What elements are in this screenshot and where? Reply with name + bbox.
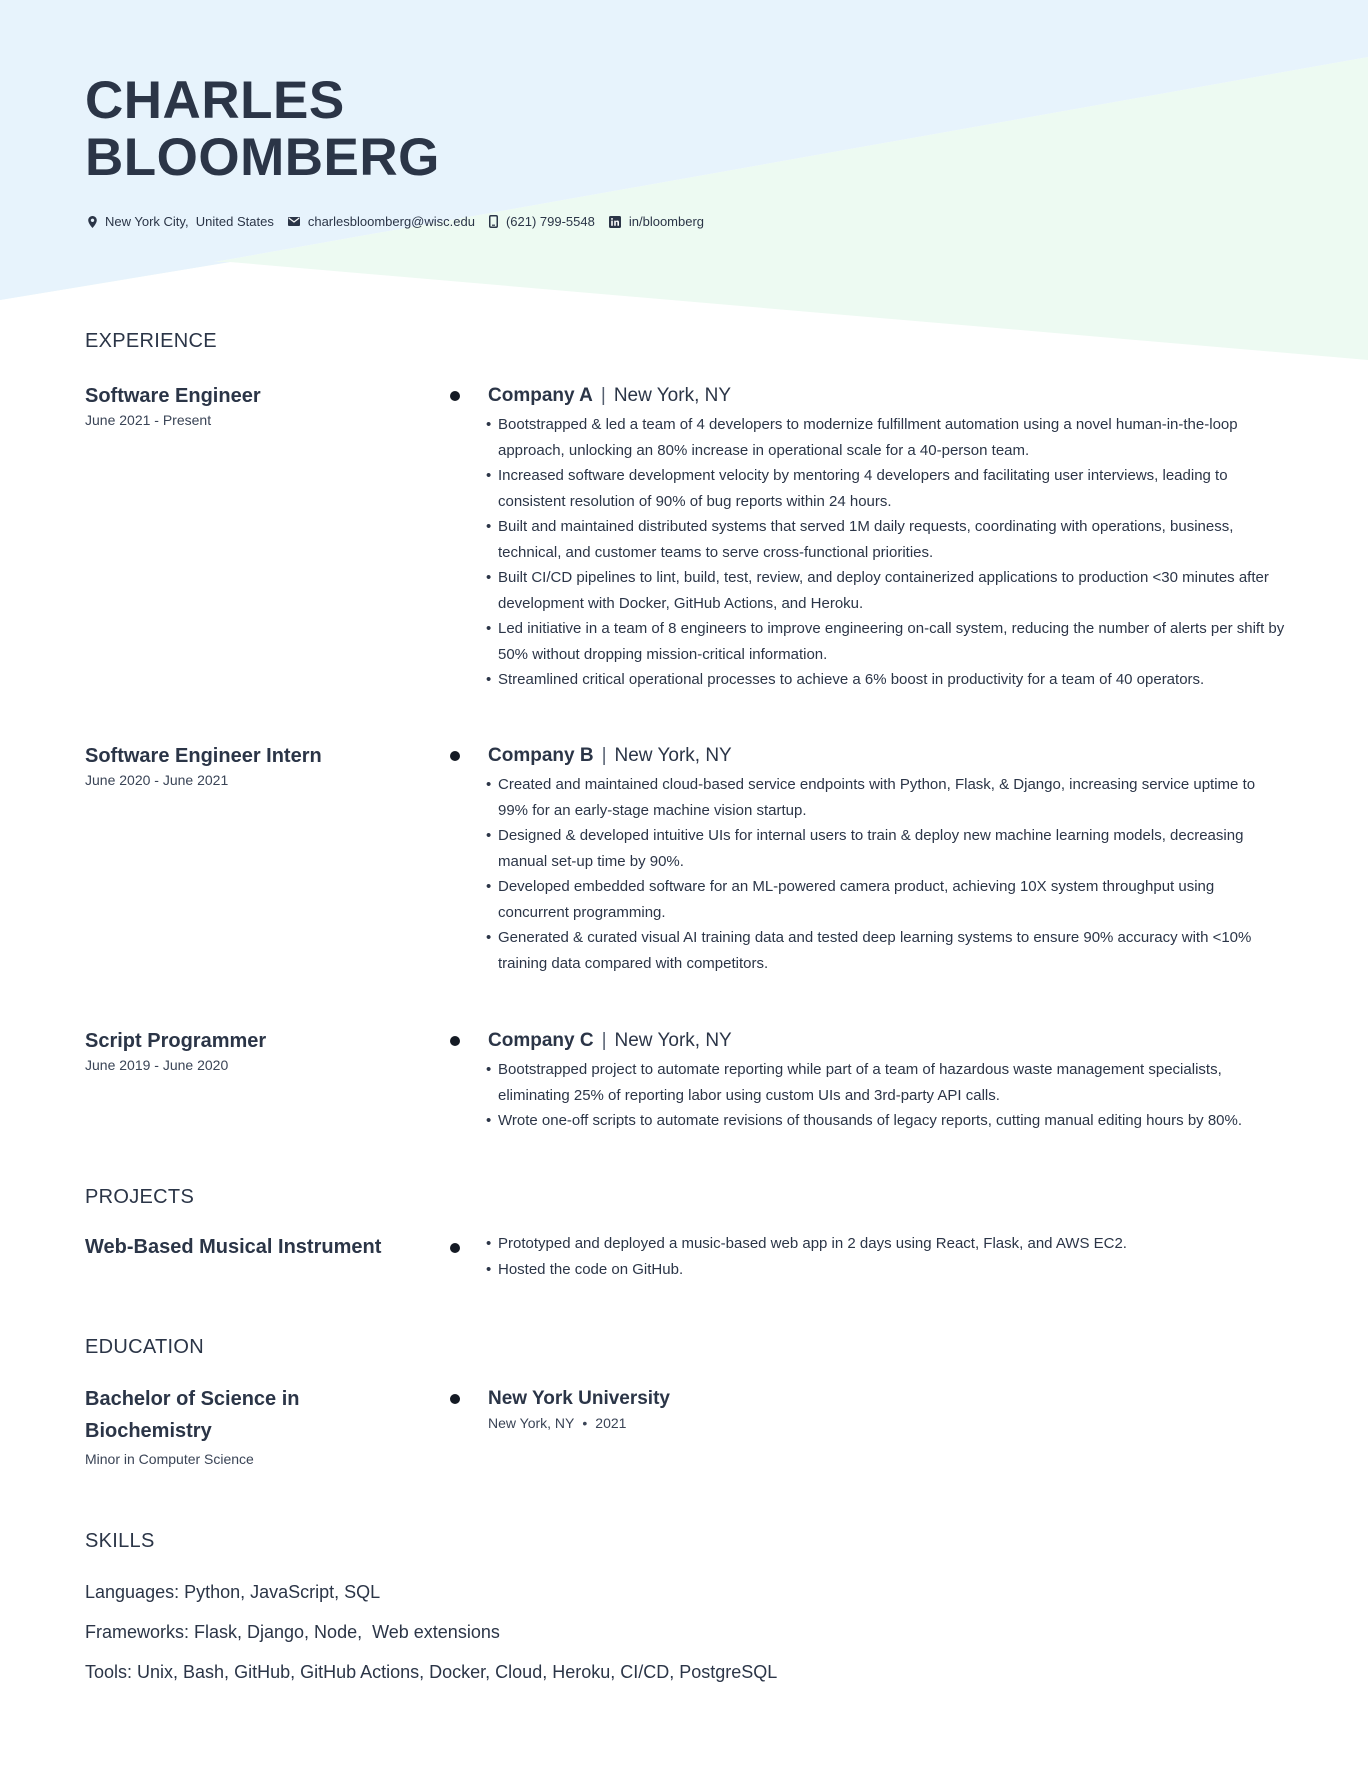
timeline-dot — [450, 1394, 460, 1404]
job-dates: June 2021 - Present — [85, 412, 212, 428]
bullet-list — [488, 412, 1288, 693]
bullet-item: • Generated & curated visual AI training data and tested deep learning systems to ensure 90% accuracy with <10% training data compared with competitors. — [488, 925, 1288, 976]
degree-minor: Minor in Computer Science — [85, 1451, 254, 1467]
job-title: Software Engineer — [85, 385, 261, 407]
job-dates: June 2020 - June 2021 — [85, 772, 229, 788]
job-title: Script Programmer — [85, 1030, 267, 1052]
bullet-list — [488, 772, 1288, 976]
skill-line: Tools: Unix, Bash, GitHub, GitHub Actions, Docker, Cloud, Heroku, CI/CD, PostgreSQL — [85, 1662, 778, 1682]
section-title-projects: PROJECTS — [85, 1186, 195, 1208]
graduation-year: 2021 — [595, 1415, 627, 1431]
experience-role — [85, 1025, 415, 1077]
linkedin-icon — [609, 216, 621, 228]
school-name: New York University — [488, 1388, 670, 1409]
bullet-item: • Bootstrapped project to automate reporting while part of a team of hazardous waste management specialists, eliminating 25% of reporting labor using custom UIs and 3rd-party API calls. — [488, 1057, 1288, 1108]
education-degree — [85, 1383, 415, 1471]
school-location: New York, NY — [488, 1415, 575, 1431]
experience-details — [488, 740, 1288, 976]
contact-phone[interactable] — [489, 214, 595, 229]
bullet-item: • Bootstrapped & led a team of 4 developers to modernize fulfillment automation using a novel human-in-the-loop approach, unlocking an 80% increase in operational scale for a 40-person team. — [488, 412, 1288, 463]
company-location: New York, NY — [614, 1030, 732, 1051]
school-meta — [488, 1411, 1288, 1435]
bullet-item: • Built and maintained distributed systems that served 1M daily requests, coordinating with operations, business, technical, and customer teams to serve cross-functional priorities. — [488, 514, 1288, 565]
bullet-item: • Built CI/CD pipelines to lint, build, test, review, and deploy containerized applications to production <30 minutes after development with Docker, GitHub Actions, and Heroku. — [488, 565, 1288, 616]
project-title: Web-Based Musical Instrument — [85, 1236, 382, 1258]
timeline-dot — [450, 1243, 460, 1253]
header-background-blue-overlap — [0, 262, 230, 300]
email-text[interactable]: charlesbloomberg@wisc.edu — [307, 214, 475, 229]
linkedin-text[interactable]: in/bloomberg — [628, 214, 705, 229]
timeline-dot — [450, 1036, 460, 1046]
company-line — [488, 740, 1288, 772]
company-separator: | — [600, 385, 606, 406]
timeline-dot — [450, 751, 460, 761]
location-text: New York City, United States — [105, 214, 274, 229]
bullet-list — [488, 1057, 1288, 1134]
bullet-item: • Developed embedded software for an ML-powered camera product, achieving 10X system throughput using concurrent programming. — [488, 874, 1288, 925]
company-name: Company B — [488, 745, 594, 766]
company-line — [488, 380, 1288, 412]
bullet-item: • Streamlined critical operational processes to achieve a 6% boost in productivity for a team of 40 operators. — [488, 667, 1288, 693]
company-separator: | — [601, 745, 607, 766]
contact-location — [88, 214, 274, 229]
company-separator: | — [601, 1030, 607, 1051]
first-name: CHARLES — [85, 71, 345, 130]
job-dates: June 2019 - June 2020 — [85, 1057, 229, 1073]
timeline-dot — [450, 391, 460, 401]
candidate-name — [85, 72, 440, 186]
company-name: Company C — [488, 1030, 594, 1051]
section-title-skills: SKILLS — [85, 1530, 155, 1552]
degree-line: Bachelor of Science in — [85, 1388, 300, 1410]
company-line — [488, 1025, 1288, 1057]
company-location: New York, NY — [613, 385, 732, 406]
skill-line: Frameworks: Flask, Django, Node, Web extensions — [85, 1622, 500, 1642]
last-name: BLOOMBERG — [85, 128, 440, 187]
contact-info — [88, 214, 718, 229]
experience-role — [85, 380, 415, 432]
bullet-item: • Increased software development velocity by mentoring 4 developers and facilitating user interviews, leading to consistent resolution of 90% of bug reports within 24 hours. — [488, 463, 1288, 514]
bullet-item: • Hosted the code on GitHub. — [488, 1257, 1288, 1283]
phone-text[interactable]: (621) 799-5548 — [505, 214, 595, 229]
bullet-list — [488, 1231, 1288, 1282]
map-pin-icon — [88, 216, 97, 228]
experience-details — [488, 380, 1288, 693]
contact-email[interactable] — [288, 214, 475, 229]
experience-details — [488, 1025, 1288, 1134]
bullet-item: • Designed & developed intuitive UIs for internal users to train & deploy new machine learning models, decreasing manual set-up time by 90%. — [488, 823, 1288, 874]
bullet-item: • Prototyped and deployed a music-based web app in 2 days using React, Flask, and AWS EC2. — [488, 1231, 1288, 1257]
company-location: New York, NY — [614, 745, 732, 766]
job-title: Software Engineer Intern — [85, 745, 322, 767]
bullet-item: • Led initiative in a team of 8 engineers to improve engineering on-call system, reducing the number of alerts per shift by 50% without dropping mission-critical information. — [488, 616, 1288, 667]
education-details — [488, 1383, 1288, 1435]
section-title-experience: EXPERIENCE — [85, 330, 217, 352]
skill-line: Languages: Python, JavaScript, SQL — [85, 1582, 381, 1602]
bullet-item: • Created and maintained cloud-based service endpoints with Python, Flask, & Django, increasing service uptime to 99% for an early-stage machine vision startup. — [488, 772, 1288, 823]
company-name: Company A — [488, 385, 593, 406]
degree-line: Biochemistry — [85, 1420, 212, 1442]
section-title-education: EDUCATION — [85, 1336, 204, 1358]
contact-linkedin[interactable] — [609, 214, 704, 229]
bullet-item: • Wrote one-off scripts to automate revisions of thousands of legacy reports, cutting manual editing hours by 80%. — [488, 1108, 1288, 1134]
meta-separator: • — [582, 1415, 588, 1431]
experience-role — [85, 740, 415, 792]
project-info — [85, 1231, 415, 1263]
phone-icon — [489, 215, 498, 228]
envelope-icon — [288, 217, 300, 226]
project-details — [488, 1231, 1288, 1282]
